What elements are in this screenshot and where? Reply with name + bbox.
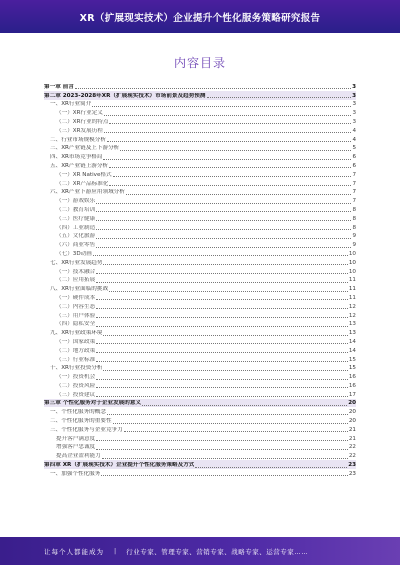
toc-entry-label: （一）技术融合 [56,268,96,275]
toc-leader-dots [113,176,352,177]
toc-entry-page: 3 [352,83,356,90]
toc-entry-page: 7 [352,171,356,178]
toc-entry-label: （一）投资机会 [56,374,96,381]
toc-entry[interactable] [44,91,356,100]
toc-entry-label: 一、加强个性化服务 [50,470,101,477]
toc-leader-dots [96,361,348,362]
toc-entry-page: 14 [348,338,356,345]
toc-entry-page: 21 [348,435,356,442]
toc-leader-dots [103,264,347,265]
toc-entry-label: （二）教育培训 [56,206,96,213]
toc-entry-page: 10 [348,259,356,266]
toc-entry-page: 13 [348,330,356,337]
toc-leader-dots [195,467,347,468]
toc-entry[interactable] [44,205,356,214]
toc-leader-dots [96,440,348,441]
toc-entry-page: 13 [348,321,356,328]
toc-entry[interactable] [44,372,356,381]
toc-entry-label: 八、XR行业面临的挑战 [50,286,109,293]
toc-entry[interactable] [44,108,356,117]
toc-entry-page: 23 [348,470,356,477]
toc-entry[interactable] [44,214,356,223]
toc-entry-page: 11 [348,286,356,293]
toc-entry-label: 七、XR行业发展趋势 [50,259,103,266]
toc-entry-label: 提高企业盈利能力 [56,453,101,460]
toc-entry-label: （一）硬件成本 [56,294,96,301]
toc-entry[interactable] [44,311,356,320]
toc-leader-dots [96,317,348,318]
toc-leader-dots [142,405,347,406]
toc-entry-label: （一）游戏娱乐 [56,198,96,205]
toc-entry-label: 一、XR行业简介 [50,101,92,108]
toc-entry[interactable] [44,355,356,364]
toc-entry-label: （三）投资建议 [56,391,96,398]
toc-entry-page: 21 [348,426,356,433]
toc-entry-label: （一）XR行业定义 [56,110,103,117]
toc-entry-page: 3 [352,101,356,108]
toc-entry-page: 10 [348,250,356,257]
toc-entry-label: （三）医疗健康 [56,215,96,222]
toc-leader-dots [96,273,348,274]
toc-entry-page: 5 [352,145,356,152]
toc-entry-label: （二）应用拓展 [56,277,96,284]
toc-entry[interactable] [44,425,356,434]
toc-entry-page: 11 [348,294,356,301]
toc-entry-page: 22 [348,453,356,460]
toc-leader-dots [96,211,351,212]
toc-entry-page: 20 [348,400,356,407]
toc-entry[interactable] [44,407,356,416]
toc-entry[interactable] [44,82,356,91]
toc-entry-page: 12 [348,303,356,310]
toc-entry[interactable] [44,100,356,109]
toc-entry-page: 15 [348,365,356,372]
toc-entry[interactable] [44,232,356,241]
toc-leader-dots [93,255,348,256]
toc-entry[interactable] [44,346,356,355]
toc-leader-dots [96,352,348,353]
toc-entry[interactable] [44,179,356,188]
toc-entry[interactable] [44,293,356,302]
toc-leader-dots [109,185,351,186]
toc-leader-dots [107,141,351,142]
toc-entry[interactable] [44,460,356,469]
toc-leader-dots [75,88,351,89]
toc-entry-label: 一、个性化服务的概念 [50,409,106,416]
toc-entry-label: （三）XR发展历程 [56,127,103,134]
toc-entry-page: 4 [352,127,356,134]
toc-entry-page: 9 [352,242,356,249]
toc-entry-page: 11 [348,277,356,284]
toc-entry-page: 23 [348,462,356,469]
toc-entry-page: 15 [348,356,356,363]
toc-entry[interactable] [44,381,356,390]
toc-entry[interactable] [44,328,356,337]
toc-leader-dots [107,414,348,415]
toc-leader-dots [101,475,348,476]
toc-entry-page: 12 [348,312,356,319]
toc-entry-label: 三、个性化服务与企业竞争力 [50,426,123,433]
toc-entry-page: 20 [348,418,356,425]
toc-entry-label: 六、XR产业下游应用领域分析 [50,189,125,196]
toc-entry-page: 6 [352,162,356,169]
toc-entry-page: 16 [348,374,356,381]
toc-entry[interactable] [44,276,356,285]
footer-slogan: 让每个人都能成为 [44,547,104,556]
header-banner [0,0,400,33]
toc-leader-dots [104,115,352,116]
toc-entry-page: 17 [348,391,356,398]
toc-leader-dots [96,299,348,300]
toc-leader-dots [96,238,351,239]
toc-entry-label: （一）国家政策 [56,338,96,345]
toc-entry[interactable] [44,434,356,443]
toc-leader-dots [96,203,351,204]
toc-leader-dots [96,396,348,397]
toc-entry-page: 8 [352,215,356,222]
toc-entry-label: （二）投资风险 [56,382,96,389]
toc-entry-label: （三）用户体验 [56,312,96,319]
toc-entry[interactable] [44,337,356,346]
toc-entry-label: （六）商业零售 [56,242,96,249]
toc-entry[interactable] [44,188,356,197]
toc-entry-page: 20 [348,409,356,416]
toc-entry[interactable] [44,126,356,135]
toc-entry-page: 3 [352,92,356,99]
toc-entry-label: （二）内容生态 [56,303,96,310]
toc-entry-page: 7 [352,189,356,196]
toc-entry[interactable] [44,223,356,232]
toc-entry[interactable] [44,443,356,452]
toc-entry-label: （二）XR行业的特点 [56,118,109,125]
toc-entry-page: 16 [348,382,356,389]
toc-entry-page: 6 [352,154,356,161]
toc-entry-label: 增强客户忠诚度 [56,444,96,451]
toc-leader-dots [103,159,351,160]
toc-entry[interactable] [44,135,356,144]
toc-entry-label: （七）3D动画 [56,250,92,257]
toc-entry[interactable] [44,258,356,267]
toc-entry-label: （四）隐私安全 [56,321,96,328]
toc-leader-dots [124,431,348,432]
toc-leader-dots [109,291,348,292]
toc-leader-dots [96,282,348,283]
toc-leader-dots [103,335,347,336]
toc-entry-page: 8 [352,224,356,231]
toc-entry[interactable] [44,144,356,153]
toc-entry-page: 14 [348,347,356,354]
toc-entry[interactable] [44,117,356,126]
toc-entry[interactable] [44,320,356,329]
toc-entry-label: 十、XR行业投资分析 [50,365,103,372]
toc-leader-dots [96,326,348,327]
toc-entry-page: 10 [348,268,356,275]
toc-entry-label: 提升客户满意度 [56,435,96,442]
toc-entry-label: 第一章 前言 [44,83,74,90]
toc-entry-label: （一）XR Native格式 [56,171,112,178]
toc-leader-dots [207,97,352,98]
report-title: XR（扩展现实技术）企业提升个性化服务策略研究报告 [79,12,321,24]
toc-entry[interactable] [44,284,356,293]
toc-entry[interactable] [44,267,356,276]
toc-entry-label: 二、个性化服务的重要性 [50,418,112,425]
footer-roles: 行业专家、管理专家、营销专家、战略专家、运营专家…… [126,547,309,556]
toc-leader-dots [96,220,351,221]
footer-banner [0,537,400,565]
toc-entry-label: 四、XR市场竞争格局 [50,154,103,161]
toc-entry[interactable] [44,364,356,373]
table-of-contents [44,82,356,478]
toc-leader-dots [96,247,351,248]
toc-leader-dots [103,370,347,371]
toc-leader-dots [120,150,351,151]
toc-entry-label: （二）XR产品标准化 [56,180,109,187]
toc-entry-page: 3 [352,118,356,125]
toc-entry-page: 3 [352,110,356,117]
toc-leader-dots [96,449,348,450]
toc-entry[interactable] [44,390,356,399]
toc-leader-dots [96,343,348,344]
toc-entry-label: 三、XR产业链及上下游分析 [50,145,120,152]
toc-entry-label: 第二章 2023-2028年XR（扩展现实技术）市场前景及趋势预测 [44,92,206,99]
toc-leader-dots [96,387,348,388]
toc-leader-dots [109,123,351,124]
toc-entry[interactable] [44,469,356,478]
toc-leader-dots [92,106,351,107]
toc-leader-dots [102,458,348,459]
toc-leader-dots [126,194,352,195]
toc-entry[interactable] [44,399,356,408]
toc-entry[interactable] [44,161,356,170]
toc-entry-page: 8 [352,206,356,213]
toc-leader-dots [96,229,351,230]
toc-entry-label: 九、XR行业政策环境 [50,330,103,337]
toc-entry-label: 第三章 个性化服务对于企业发展的意义 [44,400,142,407]
toc-entry-page: 22 [348,444,356,451]
toc-leader-dots [96,308,348,309]
toc-entry-label: （三）行业标准 [56,356,96,363]
toc-leader-dots [113,423,348,424]
toc-entry-label: 二、行业市场规模分析 [50,136,106,143]
toc-entry[interactable] [44,170,356,179]
toc-entry-page: 4 [352,136,356,143]
toc-entry[interactable] [44,416,356,425]
toc-entry[interactable] [44,249,356,258]
toc-leader-dots [104,132,352,133]
toc-leader-dots [109,167,351,168]
toc-leader-dots [96,379,348,380]
toc-entry-page: 7 [352,180,356,187]
toc-entry[interactable] [44,240,356,249]
toc-entry-label: 五、XR产业链上游分析 [50,162,109,169]
toc-entry-label: （四）工业制造 [56,224,96,231]
toc-entry[interactable] [44,302,356,311]
page-title: 内容目录 [173,56,226,70]
toc-entry[interactable] [44,451,356,460]
toc-entry-label: （五）文化旅游 [56,233,96,240]
footer-separator: | [114,547,117,555]
toc-entry[interactable] [44,196,356,205]
toc-entry-page: 7 [352,198,356,205]
toc-entry-label: （二）地方政策 [56,347,96,354]
toc-entry[interactable] [44,152,356,161]
toc-entry-label: 第四章 XR（扩展现实技术）企业提升个性化服务策略及方式 [44,462,195,469]
toc-entry-page: 9 [352,233,356,240]
